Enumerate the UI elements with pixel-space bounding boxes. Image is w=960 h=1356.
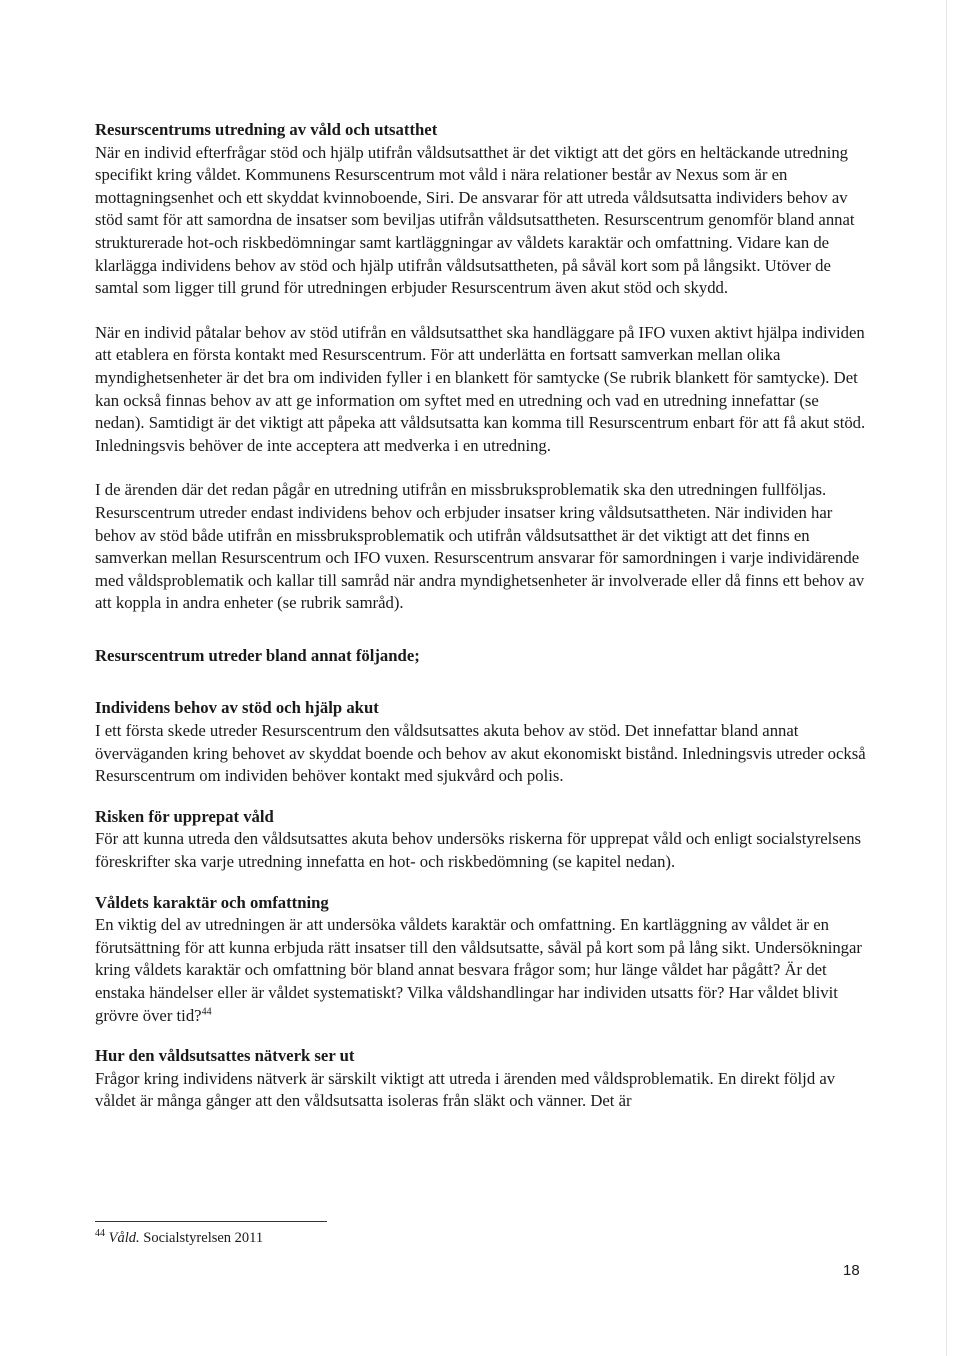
paragraph: För att kunna utreda den våldsutsattes akuta behov undersöks riskerna för upprepat våld och enligt socialstyrelsens föreskrifter ska varje utredning innefatta en hot- och riskbedömning (se kapitel nedan).	[95, 829, 862, 872]
paragraph	[95, 914, 870, 1027]
section-heading: Individens behov av stöd och hjälp akut	[95, 698, 379, 718]
section-heading: Våldets karaktär och omfattning	[95, 892, 329, 912]
section-heading: Hur den våldsutsattes nätverk ser ut	[95, 1046, 355, 1066]
section-heading: Resurscentrum utreder bland annat följande;	[95, 645, 420, 665]
section-heading: Risken för upprepat våld	[95, 806, 274, 826]
section-heading: Resurscentrums utredning av våld och utsatthet	[95, 120, 438, 139]
paragraph-text: En viktig del av utredningen är att undersöka våldets karaktär och omfattning. En kartläggning av våldet är en förutsättning för att kunna erbjuda rätt insatser till den våldsutsatte, såväl på kort som på lång sikt. Undersökningar kring våldets karaktär och omfattning bör bland annat besvara frågor som; hur länge våldet har pågått? Är det enstaka händelser eller är våldet systematiskt? Vilka våldshandlingar har individen utsatts för? Har våldet blivit grövre över tid?	[95, 915, 862, 1025]
paragraph: När en individ påtalar behov av stöd utifrån en våldsutsatthet ska handläggare på IFO vuxen aktivt hjälpa individen att etablera en första kontakt med Resurscentrum. För att underlätta en fortsatt samverkan mellan olika myndighetsenheter är det bra om individen fyller i en blankett för samtycke (Se rubrik blankett för samtycke). Det kan också finnas behov av att ge information om syftet med en utredning och vad en utredning innefattar (se nedan). Samtidigt är det viktigt att påpeka att våldsutsatta kan komma till Resurscentrum enbart för att få akut stöd. Inledningsvis behöver de inte acceptera att medverka i en utredning.	[95, 322, 866, 455]
footnote-divider	[95, 1221, 327, 1222]
paragraph: Frågor kring individens nätverk är särskilt viktigt att utreda i ärenden med våldsproblematik. En direkt följd av våldet är många gånger att den våldsutsatta isoleras från släkt och vänner. Det är	[95, 1068, 836, 1111]
page-number: 18	[843, 1262, 860, 1279]
footnote-title: Våld.	[108, 1230, 140, 1246]
paragraph: När en individ efterfrågar stöd och hjälp utifrån våldsutsatthet är det viktigt att det görs en heltäckande utredning specifikt kring våldet. Kommunens Resurscentrum mot våld i nära relationer består av Nexus som är en mottagningsenhet och ett skyddat kvinnoboende, Siri. De ansvarar för att utreda våldsutsatta individers behov av stöd samt för att samordna de insatser som beviljas utifrån våldsutsattheten. Resurscentrum genomför bland annat strukturerade hot-och riskbedömningar samt kartläggningar av våldets karaktär och omfattning. Vidare kan de klarlägga individens behov av stöd och hjälp utifrån våldsutsattheten, på såväl kort som på långsikt. Utöver de samtal som ligger till grund för utredningen erbjuder Resurscentrum även akut stöd och skydd.	[95, 142, 855, 298]
footnote-number: 44	[95, 1228, 105, 1240]
footnote	[95, 1228, 263, 1248]
paragraph: I de ärenden där det redan pågår en utredning utifrån en missbruksproblematik ska den utredningen fullföljas. Resurscentrum utreder endast individens behov och erbjuder insatser kring våldsutsattheten. När individen har behov av stöd både utifrån en missbruksproblematik och utifrån våldsutsatthet är det viktigt att det finns en samverkan mellan Resurscentrum och IFO vuxen. Resurscentrum ansvarar för samordningen i varje individärende med våldsproblematik och kallar till samråd när andra myndighetsenheter är involverade eller då finns ett behov av att koppla in andra enheter (se rubrik samråd).	[95, 480, 865, 613]
footnote-source: Socialstyrelsen 2011	[143, 1230, 264, 1246]
paragraph: I ett första skede utreder Resurscentrum den våldsutsattes akuta behov av stöd. Det innefattar bland annat överväganden kring behovet av skyddat boende och behov av akut ekonomiskt bistånd. Inledningsvis utreder också Resurscentrum om individen behöver kontakt med sjukvård och polis.	[95, 721, 866, 786]
document-body	[95, 119, 870, 1113]
page-edge-line	[946, 0, 947, 1356]
footnote-reference[interactable]: 44	[201, 1006, 212, 1018]
